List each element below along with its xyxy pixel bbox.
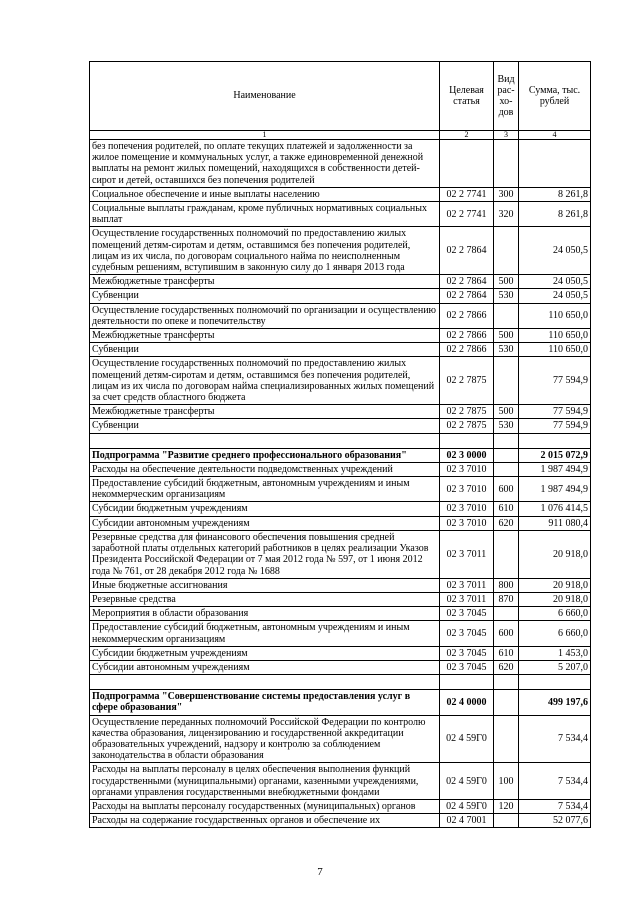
cell-type: 800: [494, 578, 519, 592]
cell-name: Субвенции: [90, 343, 440, 357]
cell-type: [494, 462, 519, 476]
cell-code: 02 4 7001: [440, 814, 494, 828]
empty-cell: [90, 675, 440, 690]
cell-type: 530: [494, 343, 519, 357]
column-number: 1: [90, 131, 440, 140]
cell-sum: 1 987 494,9: [519, 477, 591, 502]
cell-name: без попечения родителей, по оплате текущих платежей и задолженности за жилое помещение и коммунальных услуг, а также единовременной денежной выплаты на ремонт жилых помещений, находящихся в собственности детей-сирот и детей, оставшихся без попечения родителей: [90, 140, 440, 188]
cell-sum: 8 261,8: [519, 187, 591, 201]
header-name: Наименование: [90, 62, 440, 131]
cell-type: 320: [494, 202, 519, 227]
column-number: 2: [440, 131, 494, 140]
cell-sum: 20 918,0: [519, 578, 591, 592]
cell-sum: 6 660,0: [519, 607, 591, 621]
cell-sum: 110 650,0: [519, 329, 591, 343]
cell-type: 500: [494, 275, 519, 289]
empty-cell: [494, 433, 519, 448]
cell-code: 02 2 7864: [440, 289, 494, 303]
cell-type: 300: [494, 187, 519, 201]
cell-sum: 110 650,0: [519, 343, 591, 357]
cell-name: Расходы на обеспечение деятельности подведомственных учреждений: [90, 462, 440, 476]
cell-type: 120: [494, 799, 519, 813]
cell-name: Субсидии бюджетным учреждениям: [90, 502, 440, 516]
cell-code: 02 2 7864: [440, 275, 494, 289]
table-row: [90, 814, 591, 828]
table-row: [90, 419, 591, 433]
cell-sum: 110 650,0: [519, 303, 591, 328]
cell-type: [494, 303, 519, 328]
cell-name: Предоставление субсидий бюджетным, автономным учреждениям и иным некоммерческим организациям: [90, 621, 440, 646]
cell-name: Расходы на выплаты персоналу государственных (муниципальных) органов: [90, 799, 440, 813]
table-row: [90, 227, 591, 275]
table-row: [90, 357, 591, 405]
cell-type: 600: [494, 477, 519, 502]
cell-type: 100: [494, 763, 519, 800]
cell-type: [494, 357, 519, 405]
cell-type: [494, 530, 519, 578]
table-row: [90, 621, 591, 646]
cell-sum: 2 015 072,9: [519, 448, 591, 462]
cell-code: 02 3 7045: [440, 660, 494, 674]
cell-sum: 1 076 414,5: [519, 502, 591, 516]
cell-name: Подпрограмма "Совершенствование системы предоставления услуг в сфере образования": [90, 690, 440, 715]
cell-code: 02 3 7045: [440, 646, 494, 660]
subprogram-row: [90, 690, 591, 715]
cell-sum: 7 534,4: [519, 763, 591, 800]
header-type: Вид рас-хо-дов: [494, 62, 519, 131]
table-row: [90, 462, 591, 476]
table-row: [90, 516, 591, 530]
table-body: [90, 140, 591, 828]
cell-type: 870: [494, 592, 519, 606]
cell-code: 02 3 7045: [440, 607, 494, 621]
table-row: [90, 187, 591, 201]
table-row: [90, 530, 591, 578]
cell-type: [494, 448, 519, 462]
cell-sum: 24 050,5: [519, 275, 591, 289]
cell-name: Осуществление государственных полномочий по предоставлению жилых помещений детям-сиротам и детям, оставшимся без попечения родителей, лицам из их числа, по договорам социального найма по неисполненным судебным решениям, вступившим в законную силу до 1 января 2013 года: [90, 227, 440, 275]
cell-type: 610: [494, 646, 519, 660]
cell-code: 02 2 7741: [440, 202, 494, 227]
cell-name: Социальное обеспечение и иные выплаты населению: [90, 187, 440, 201]
cell-sum: 6 660,0: [519, 621, 591, 646]
table-row: [90, 646, 591, 660]
cell-code: [440, 140, 494, 188]
cell-name: Социальные выплаты гражданам, кроме публичных нормативных социальных выплат: [90, 202, 440, 227]
cell-code: 02 2 7875: [440, 405, 494, 419]
cell-type: 500: [494, 405, 519, 419]
cell-name: Субвенции: [90, 419, 440, 433]
table-row: [90, 329, 591, 343]
cell-code: 02 4 59Г0: [440, 715, 494, 763]
cell-name: Субсидии бюджетным учреждениям: [90, 646, 440, 660]
cell-name: Межбюджетные трансферты: [90, 329, 440, 343]
page-number: 7: [317, 866, 323, 878]
cell-name: Межбюджетные трансферты: [90, 405, 440, 419]
cell-sum: 77 594,9: [519, 419, 591, 433]
table-row: [90, 202, 591, 227]
cell-code: 02 4 59Г0: [440, 763, 494, 800]
cell-code: 02 3 7011: [440, 578, 494, 592]
cell-name: Иные бюджетные ассигнования: [90, 578, 440, 592]
empty-cell: [519, 675, 591, 690]
empty-cell: [494, 675, 519, 690]
table-row: [90, 592, 591, 606]
cell-sum: 77 594,9: [519, 357, 591, 405]
table-row: [90, 502, 591, 516]
cell-name: Субсидии автономным учреждениям: [90, 516, 440, 530]
table-row: [90, 578, 591, 592]
cell-name: Резервные средства: [90, 592, 440, 606]
cell-sum: 499 197,6: [519, 690, 591, 715]
cell-code: 02 2 7875: [440, 419, 494, 433]
cell-code: 02 2 7866: [440, 303, 494, 328]
table-row: [90, 140, 591, 188]
cell-code: 02 2 7866: [440, 343, 494, 357]
cell-name: Осуществление переданных полномочий Российской Федерации по контролю качества образования, лицензированию и государственной аккредитации образовательных учреждений, надзору и контролю за соблюдением законодательства в области образования: [90, 715, 440, 763]
cell-sum: 7 534,4: [519, 799, 591, 813]
cell-name: Осуществление государственных полномочий по организации и осуществлению деятельности по опеке и попечительству: [90, 303, 440, 328]
cell-code: 02 2 7864: [440, 227, 494, 275]
cell-type: 610: [494, 502, 519, 516]
cell-code: 02 4 59Г0: [440, 799, 494, 813]
table-row: [90, 799, 591, 813]
spacer-row: [90, 433, 591, 448]
cell-name: Предоставление субсидий бюджетным, автономным учреждениям и иным некоммерческим организациям: [90, 477, 440, 502]
cell-sum: 7 534,4: [519, 715, 591, 763]
cell-code: 02 2 7875: [440, 357, 494, 405]
cell-type: [494, 715, 519, 763]
cell-sum: 20 918,0: [519, 592, 591, 606]
cell-code: 02 3 7010: [440, 462, 494, 476]
empty-cell: [90, 433, 440, 448]
cell-sum: 8 261,8: [519, 202, 591, 227]
cell-sum: 911 080,4: [519, 516, 591, 530]
cell-type: [494, 690, 519, 715]
cell-code: 02 2 7866: [440, 329, 494, 343]
table-row: [90, 289, 591, 303]
cell-name: Расходы на выплаты персоналу в целях обеспечения выполнения функций государственными (муниципальными) органами, казенными учреждениями, органами управления государственными внебюджетными фондами: [90, 763, 440, 800]
cell-sum: 5 207,0: [519, 660, 591, 674]
cell-name: Расходы на содержание государственных органов и обеспечение их: [90, 814, 440, 828]
table-row: [90, 477, 591, 502]
table-row: [90, 343, 591, 357]
table-row: [90, 763, 591, 800]
table-row: [90, 607, 591, 621]
cell-code: 02 3 0000: [440, 448, 494, 462]
cell-code: 02 3 7011: [440, 592, 494, 606]
empty-cell: [519, 433, 591, 448]
cell-name: Межбюджетные трансферты: [90, 275, 440, 289]
cell-type: [494, 607, 519, 621]
cell-name: Подпрограмма "Развитие среднего профессионального образования": [90, 448, 440, 462]
empty-cell: [440, 433, 494, 448]
table-row: [90, 660, 591, 674]
cell-type: 600: [494, 621, 519, 646]
cell-sum: 52 077,6: [519, 814, 591, 828]
cell-type: 500: [494, 329, 519, 343]
cell-code: 02 3 7010: [440, 516, 494, 530]
cell-type: 530: [494, 289, 519, 303]
empty-cell: [440, 675, 494, 690]
cell-code: 02 3 7011: [440, 530, 494, 578]
cell-sum: [519, 140, 591, 188]
cell-name: Резервные средства для финансового обеспечения повышения средней заработной платы отдельных категорий работников в целях реализации Указов Президента Российской Федерации от 7 мая 2012 года № 597, от 1 июня 2012 года № 761, от 28 декабря 2012 года № 1688: [90, 530, 440, 578]
cell-sum: 1 987 494,9: [519, 462, 591, 476]
cell-type: [494, 140, 519, 188]
spacer-row: [90, 675, 591, 690]
table-row: [90, 275, 591, 289]
cell-code: 02 3 7045: [440, 621, 494, 646]
cell-sum: 20 918,0: [519, 530, 591, 578]
cell-name: Мероприятия в области образования: [90, 607, 440, 621]
cell-sum: 24 050,5: [519, 227, 591, 275]
header-code: Целевая статья: [440, 62, 494, 131]
subprogram-row: [90, 448, 591, 462]
cell-type: [494, 227, 519, 275]
table-row: [90, 303, 591, 328]
budget-table: [89, 61, 591, 828]
cell-name: Субсидии автономным учреждениям: [90, 660, 440, 674]
cell-type: 620: [494, 516, 519, 530]
table-header-row: [90, 62, 591, 131]
column-number: 4: [519, 131, 591, 140]
cell-sum: 24 050,5: [519, 289, 591, 303]
column-number: 3: [494, 131, 519, 140]
cell-type: 620: [494, 660, 519, 674]
cell-code: 02 2 7741: [440, 187, 494, 201]
column-number-row: [90, 131, 591, 140]
cell-sum: 1 453,0: [519, 646, 591, 660]
cell-sum: 77 594,9: [519, 405, 591, 419]
cell-code: 02 3 7010: [440, 502, 494, 516]
cell-name: Субвенции: [90, 289, 440, 303]
header-sum: Сумма, тыс. рублей: [519, 62, 591, 131]
table-row: [90, 715, 591, 763]
table-row: [90, 405, 591, 419]
cell-type: [494, 814, 519, 828]
cell-code: 02 4 0000: [440, 690, 494, 715]
cell-name: Осуществление государственных полномочий по предоставлению жилых помещений детям-сиротам и детям, оставшимся без попечения родителей, лицам из их числа по договорам найма специализированных жилых помещений за счет средств областного бюджета: [90, 357, 440, 405]
cell-type: 530: [494, 419, 519, 433]
cell-code: 02 3 7010: [440, 477, 494, 502]
